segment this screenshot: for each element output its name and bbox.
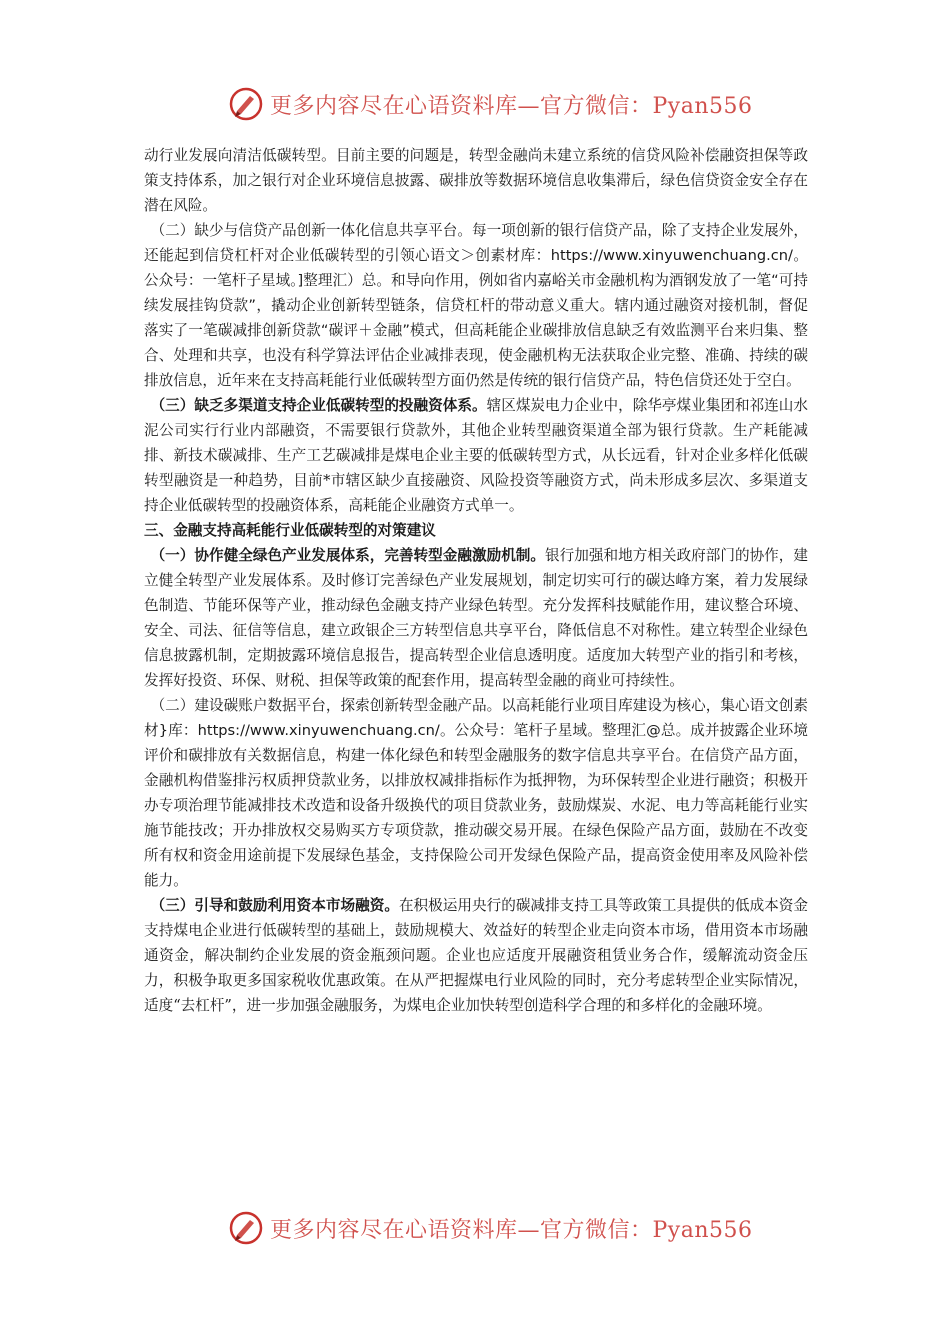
paragraph-4 [144, 543, 808, 693]
paragraph-3-text: 辖区煤炭电力企业中，除华亭煤业集团和祁连山水泥公司实行行业内部融资，不需要银行贷款外，其他企业转型融资渠道全部为银行贷款。生产耗能减排、新技术碳减排、生产工艺碳减排是煤电企业主要的低碳转型方式，从长远看，针对企业多样化低碳转型融资是一种趋势，目前*市辖区缺少直接融资、风险投资等融资方式，尚未形成多层次、多渠道支持企业低碳转型的投融资体系，高耗能企业融资方式单一。 [144, 397, 808, 514]
paragraph-3-heading: （三）缺乏多渠道支持企业低碳转型的投融资体系。 [150, 397, 487, 414]
pen-logo-icon [228, 1210, 264, 1246]
paragraph-1: 动行业发展向清洁低碳转型。目前主要的问题是，转型金融尚未建立系统的信贷风险补偿融资担保等政策支持体系，加之银行对企业环境信息披露、碳排放等数据环境信息收集滞后，绿色信贷资金安全存在潜在风险。 [144, 147, 808, 214]
paragraph-4-heading: （一）协作健全绿色产业发展体系，完善转型金融激励机制。 [150, 547, 546, 564]
document-body [144, 143, 808, 1018]
paragraph-6-heading: （三）引导和鼓励利用资本市场融资。 [150, 897, 399, 914]
paragraph-4-text: 银行加强和地方相关政府部门的协作，建立健全转型产业发展体系。及时修订完善绿色产业发展规划，制定切实可行的碳达峰方案，着力发展绿色制造、节能环保等产业，推动绿色金融支持产业绿色转型。充分发挥科技赋能作用，建议整合环境、安全、司法、征信等信息，建立政银企三方转型信息共享平台，降低信息不对称性。建立转型企业绿色信息披露机制，定期披露环境信息报告，提高转型企业信息透明度。适度加大转型产业的指引和考核，发挥好投资、环保、财税、担保等政策的配套作用，提高转型金融的商业可持续性。 [144, 547, 808, 689]
paragraph-6-text: 在积极运用央行的碳减排支持工具等政策工具提供的低成本资金支持煤电企业进行低碳转型的基础上，鼓励规模大、效益好的转型企业走向资本市场，借用资本市场融通资金，解决制约企业发展的资金瓶颈问题。企业也应适度开展融资租赁业务合作，缓解流动资金压力，积极争取更多国家税收优惠政策。在从严把握煤电行业风险的同时，充分考虑转型企业实际情况，适度“去杠杆”，进一步加强金融服务，为煤电企业加快转型创造科学合理的和多样化的金融环境。 [144, 897, 808, 1014]
header-banner [228, 84, 753, 124]
footer-banner [228, 1208, 753, 1248]
paragraph-6 [144, 893, 808, 1018]
paragraph-3 [144, 393, 808, 518]
section-heading: 三、金融支持高耗能行业低碳转型的对策建议 [144, 522, 436, 539]
paragraph-5: （二）建设碳账户数据平台，探索创新转型金融产品。以高耗能行业项目库建设为核心，集心语文创素材}库：https://www.xinyuwenchuang.cn/。公众号：笔杆子星域。整理汇@总。成并披露企业环境评价和碳排放有关数据信息，构建一体化绿色和转型金融服务的数字信息共享平台。在信贷产品方面，金融机构借鉴排污权质押贷款业务，以排放权减排指标作为抵押物，为环保转型企业进行融资；积极开办专项治理节能减排技术改造和设备升级换代的项目贷款业务，鼓励煤炭、水泥、电力等高耗能行业实施节能技改；开办排放权交易购买方专项贷款，推动碳交易开展。在绿色保险产品方面，鼓励在不改变所有权和资金用途前提下发展绿色基金，支持保险公司开发绿色保险产品，提高资金使用率及风险补偿能力。 [144, 697, 808, 889]
paragraph-2: （二）缺少与信贷产品创新一体化信息共享平台。每一项创新的银行信贷产品，除了支持企业发展外，还能起到信贷杠杆对企业低碳转型的引领心语文＞创素材库：https://www.xinyuwenchuang.cn/。公众号：一笔杆子星域。]整理汇）总。和导向作用，例如省内嘉峪关市金融机构为酒钢发放了一笔“可持续发展挂钩贷款”，撬动企业创新转型链条，信贷杠杆的带动意义重大。辖内通过融资对接机制，督促落实了一笔碳减排创新贷款“碳评＋金融”模式，但高耗能企业碳排放信息缺乏有效监测平台来归集、整合、处理和共享，也没有科学算法评估企业减排表现，使金融机构无法获取企业完整、准确、持续的碳排放信息，近年来在支持高耗能行业低碳转型方面仍然是传统的银行信贷产品，特色信贷还处于空白。 [144, 222, 808, 389]
banner-text: 更多内容尽在心语资料库—官方微信：Pyan556 [270, 93, 753, 119]
banner-text: 更多内容尽在心语资料库—官方微信：Pyan556 [270, 1217, 753, 1243]
pen-logo-icon [228, 86, 264, 122]
